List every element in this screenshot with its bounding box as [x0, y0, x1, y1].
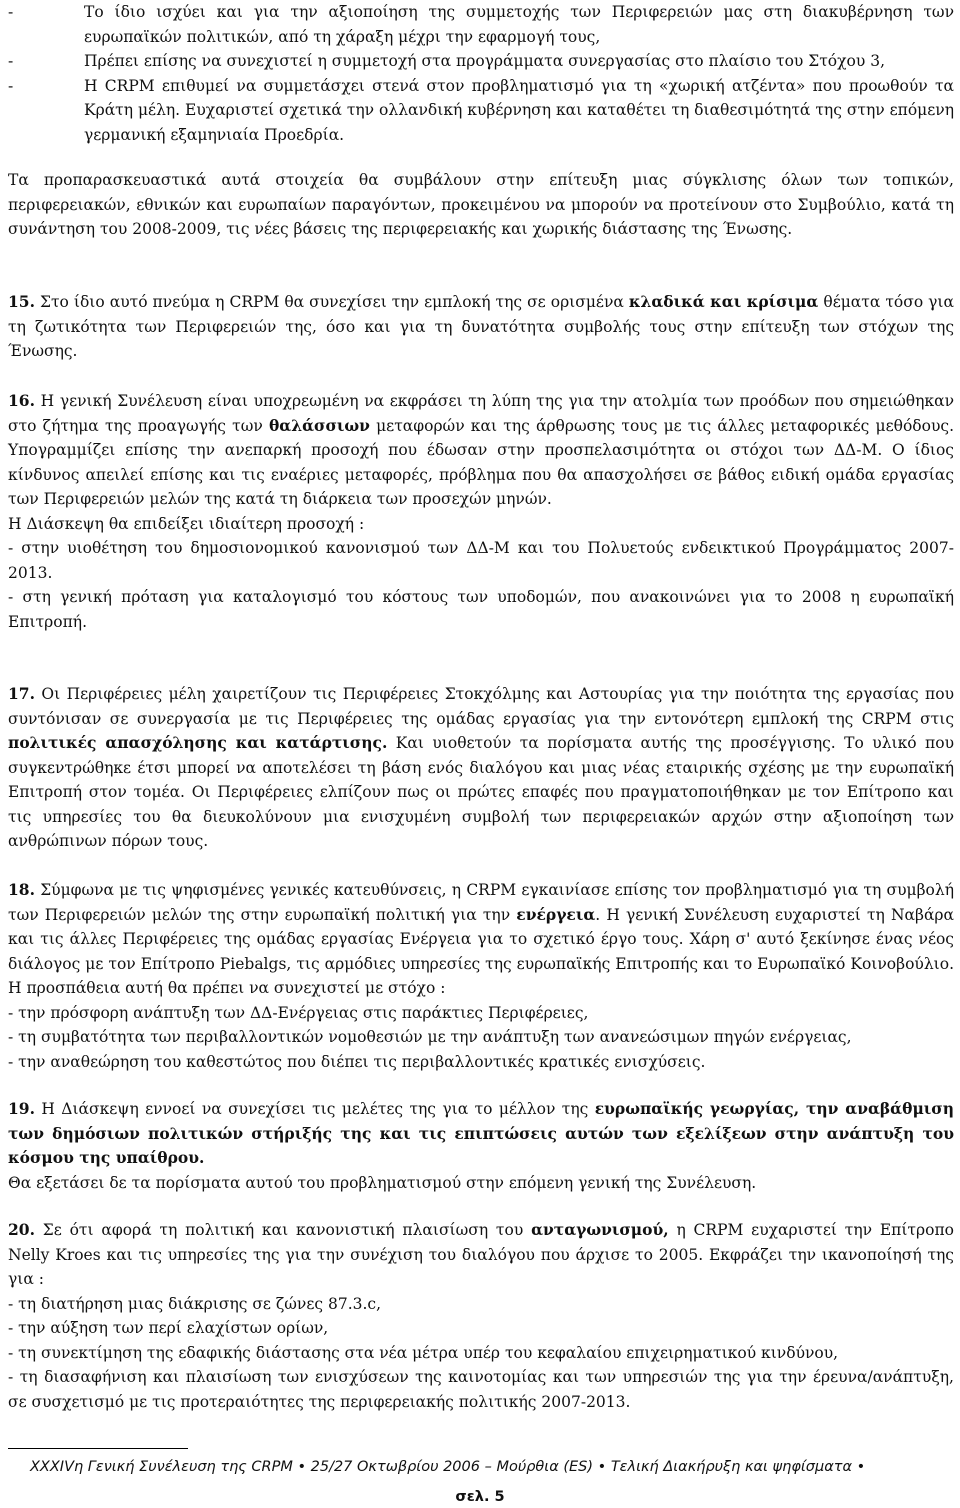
paragraph-line: - τη συνεκτίμηση της εδαφικής διάστασης στα νέα μέτρα υπέρ του κεφαλαίου επιχειρηματικού κινδύνου,: [8, 1343, 839, 1362]
page-number: σελ. 5: [455, 1489, 505, 1505]
paragraph-number: 19.: [8, 1099, 35, 1118]
list-item: [8, 49, 954, 74]
bold-phrase: κλαδικά και κρίσιμα: [628, 292, 819, 311]
paragraph-text: η CRPM ευχαριστεί την Επίτροπο Nelly Kroes και τις υπηρεσίες της για την συνέχιση του διαλόγου που άρχισε το 2005. Εκφράζει την ικανοποίησή της για :: [8, 1221, 954, 1288]
list-dash: -: [8, 52, 14, 70]
paragraph-line: Η Διάσκεψη θα επιδείξει ιδιαίτερη προσοχή :: [8, 514, 365, 533]
paragraph-line: - τη διασαφήνιση και πλαισίωση των ενισχύσεων της καινοτομίας και των υπηρεσιών της για την έρευνα/ανάπτυξη, σε συσχετισμό με τις προτεραιότητες της περιφερειακής πολιτικής 2007-2013.: [8, 1368, 954, 1411]
paragraph-line: - στη γενική πρόταση για καταλογισμό του κόστους των υποδομών, που ανακοινώνει για το 2008 η ευρωπαϊκή Επιτροπή.: [8, 588, 954, 631]
paragraph-line: - στην υιοθέτηση του δημοσιονομικού κανονισμού των ΔΔ-Μ και του Πολυετούς ενδεικτικού Προγράμματος 2007-2013.: [8, 539, 954, 582]
bold-phrase: ανταγωνισμού,: [531, 1220, 669, 1239]
paragraph-text: θέματα τόσο για τη ζωτικότητα των Περιφερειών της, όσο και για τη δυνατότητα συμβολής τους στην επίτευξη των στόχων της Ένωσης.: [8, 293, 954, 360]
paragraph-17: [8, 682, 954, 854]
footer-divider: [8, 1448, 188, 1449]
list-item-text: Το ίδιο ισχύει και για την αξιοποίηση της συμμετοχής των Περιφερειών μας στη διακυβέρνηση των ευρωπαϊκών πολιτικών, από τη χάραξη μέχρι την εφαρμογή τους,: [84, 3, 954, 46]
paragraph-18: [8, 878, 954, 1074]
list-dash: -: [8, 3, 14, 21]
paragraph-text: Οι Περιφέρειες μέλη χαιρετίζουν τις Περιφέρειες Στοκχόλμης και Αστουρίας για την ποιότητα της εργασίας που συντόνισαν σε συνεργασία με τις Περιφέρειες της ομάδας εργασίας για την εντονότερη εμπλοκή της CRPM στις: [8, 685, 954, 728]
list-item-text: Πρέπει επίσης να συνεχιστεί η συμμετοχή στα προγράμματα συνεργασίας στο πλαίσιο του Στόχου 3,: [84, 52, 885, 70]
paragraph-19: [8, 1097, 954, 1195]
bold-phrase: ενέργεια: [516, 904, 596, 924]
paragraph-text: . Η γενική Συνέλευση ευχαριστεί τη Ναβάρα και τις άλλες Περιφέρειες της ομάδας εργασίας Ενέργεια για το σχετικό έργο τους. Χάρη σ' αυτό ξεκίνησε ένας νέος διάλογος με τον Επίτροπο Piebalgs, τις αρμόδιες υπηρεσίες της ευρωπαϊκής Επιτροπής και το Ευρωπαϊκό Κοινοβούλιο. Η προσπάθεια αυτή θα πρέπει να συνεχιστεί με στόχο :: [8, 905, 954, 997]
footer-text: XXXIVη Γενική Συνέλευση της CRPM • 25/27 Οκτωβρίου 2006 – Μούρθια (ES) • Τελική Διακήρυξη και ψηφίσματα •: [30, 1459, 866, 1475]
paragraph-15: [8, 290, 954, 364]
paragraph-preparatory: [8, 168, 954, 242]
paragraph-number: 18.: [8, 880, 35, 899]
bold-phrase: πολιτικές απασχόλησης και κατάρτισης.: [8, 733, 388, 752]
paragraph-line: Θα εξετάσει δε τα πορίσματα αυτού του προβληματισμού στην επόμενη γενική της Συνέλευση.: [8, 1173, 757, 1192]
list-item: [8, 74, 954, 148]
intro-list: [8, 0, 954, 147]
list-item: [8, 0, 954, 49]
paragraph-text: Τα προπαρασκευαστικά αυτά στοιχεία θα συμβάλουν στην επίτευξη μιας σύγκλισης όλων των τοπικών, περιφερειακών, εθνικών και ευρωπαίων παραγόντων, προκειμένου να μπορούν να προτείνουν στο Συμβούλιο, κατά τη συνάντηση του 2008-2009, τις νέες βάσεις της περιφερειακής και χωρικής διάστασης της Ένωσης.: [8, 171, 954, 238]
paragraph-number: 17.: [8, 684, 35, 703]
paragraph-text: μεταφορών και της άρθρωσης τους με τις άλλες μεταφορικές μεθόδους. Υπογραμμίζει επίσης την ανεπαρκή προσοχή που έδωσαν στην προσπελασιμότητα οι στόχοι των ΔΔ-Μ. Ο ίδιος κίνδυνος απειλεί επίσης και τις εναέριες μεταφορές, πρόβλημα που θα απασχολήσει σε βάθος ειδική ομάδα εργασίας των Περιφερειών μελών της κατά τη διάρκεια των προσεχών μηνών.: [8, 416, 954, 508]
paragraph-20: [8, 1218, 954, 1414]
paragraph-number: 16.: [8, 391, 35, 410]
paragraph-line: - την αύξηση των περί ελαχίστων ορίων,: [8, 1319, 329, 1337]
bold-phrase: θαλάσσιων: [268, 415, 370, 435]
paragraph-line: - τη συμβατότητα των περιβαλλοντικών νομοθεσιών με την ανάπτυξη των ανανεώσιμων πηγών ενέργειας,: [8, 1028, 852, 1046]
paragraph-line: - την πρόσφορη ανάπτυξη των ΔΔ-Ενέργειας στις παράκτιες Περιφέρειες,: [8, 1003, 589, 1022]
paragraph-16: [8, 389, 954, 634]
paragraph-text: Και υιοθετούν τα πορίσματα αυτής της προσέγγισης. Το υλικό που συγκεντρώθηκε έτσι μπορεί να αποτελέσει τη βάση ενός διαλόγου και μιας νέας εταιρικής σχέσης με την ευρωπαϊκή Επιτροπή στον τομέα. Οι Περιφέρειες ελπίζουν πως οι πρώτες επαφές που πραγματοποιήθηκαν με τον Επίτροπο και τις υπηρεσίες του θα διευκολύνουν μια ενισχυμένη συμβολή των περιφερειακών αρχών στην αξιοποίηση των ανθρώπινων πόρων τους.: [8, 734, 954, 850]
paragraph-number: 20.: [8, 1220, 35, 1239]
paragraph-line: - τη διατήρηση μιας διάκρισης σε ζώνες 87.3.c,: [8, 1294, 382, 1313]
paragraph-text: Η γενική Συνέλευση είναι υποχρεωμένη να εκφράσει τη λύπη της για την ατολμία των προόδων που σημειώθηκαν στο ζήτημα της προαγωγής των: [8, 392, 955, 435]
paragraph-text: Στο ίδιο αυτό πνεύμα η CRPM θα συνεχίσει την εμπλοκή της σε ορισμένα: [40, 293, 624, 311]
bold-phrase: ευρωπαϊκής γεωργίας, την αναβάθμιση των δημόσιων πολιτικών στήριξής της και τις επιπτώσεις αυτών των εξελίξεων στην ανάπτυξη του κόσμου της υπαίθρου.: [8, 1099, 954, 1167]
list-dash: -: [8, 76, 14, 95]
paragraph-text: Σε ότι αφορά τη πολιτική και κανονιστική πλαισίωση του: [42, 1221, 524, 1239]
paragraph-number: 15.: [8, 292, 35, 311]
paragraph-text: Σύμφωνα με τις ψηφισμένες γενικές κατευθύνσεις, η CRPM εγκαινίασε επίσης τον προβληματισμό για τη συμβολή των Περιφερειών μελών της στην ευρωπαϊκή πολιτική για την: [8, 881, 954, 924]
paragraph-text: Η Διάσκεψη εννοεί να συνεχίσει τις μελέτες της για το μέλλον της: [41, 1100, 589, 1118]
paragraph-line: - την αναθεώρηση του καθεστώτος που διέπει τις περιβαλλοντικές κρατικές ενισχύσεις.: [8, 1052, 706, 1071]
list-item-text: Η CRPM επιθυμεί να συμμετάσχει στενά στον προβληματισμό για τη «χωρική ατζέντα» που προωθούν τα Κράτη μέλη. Ευχαριστεί σχετικά την ολλανδική κυβέρνηση και καταθέτει τη διαθεσιμότητά της στην επόμενη γερμανική εξαμηνιαία Προεδρία.: [84, 76, 954, 144]
